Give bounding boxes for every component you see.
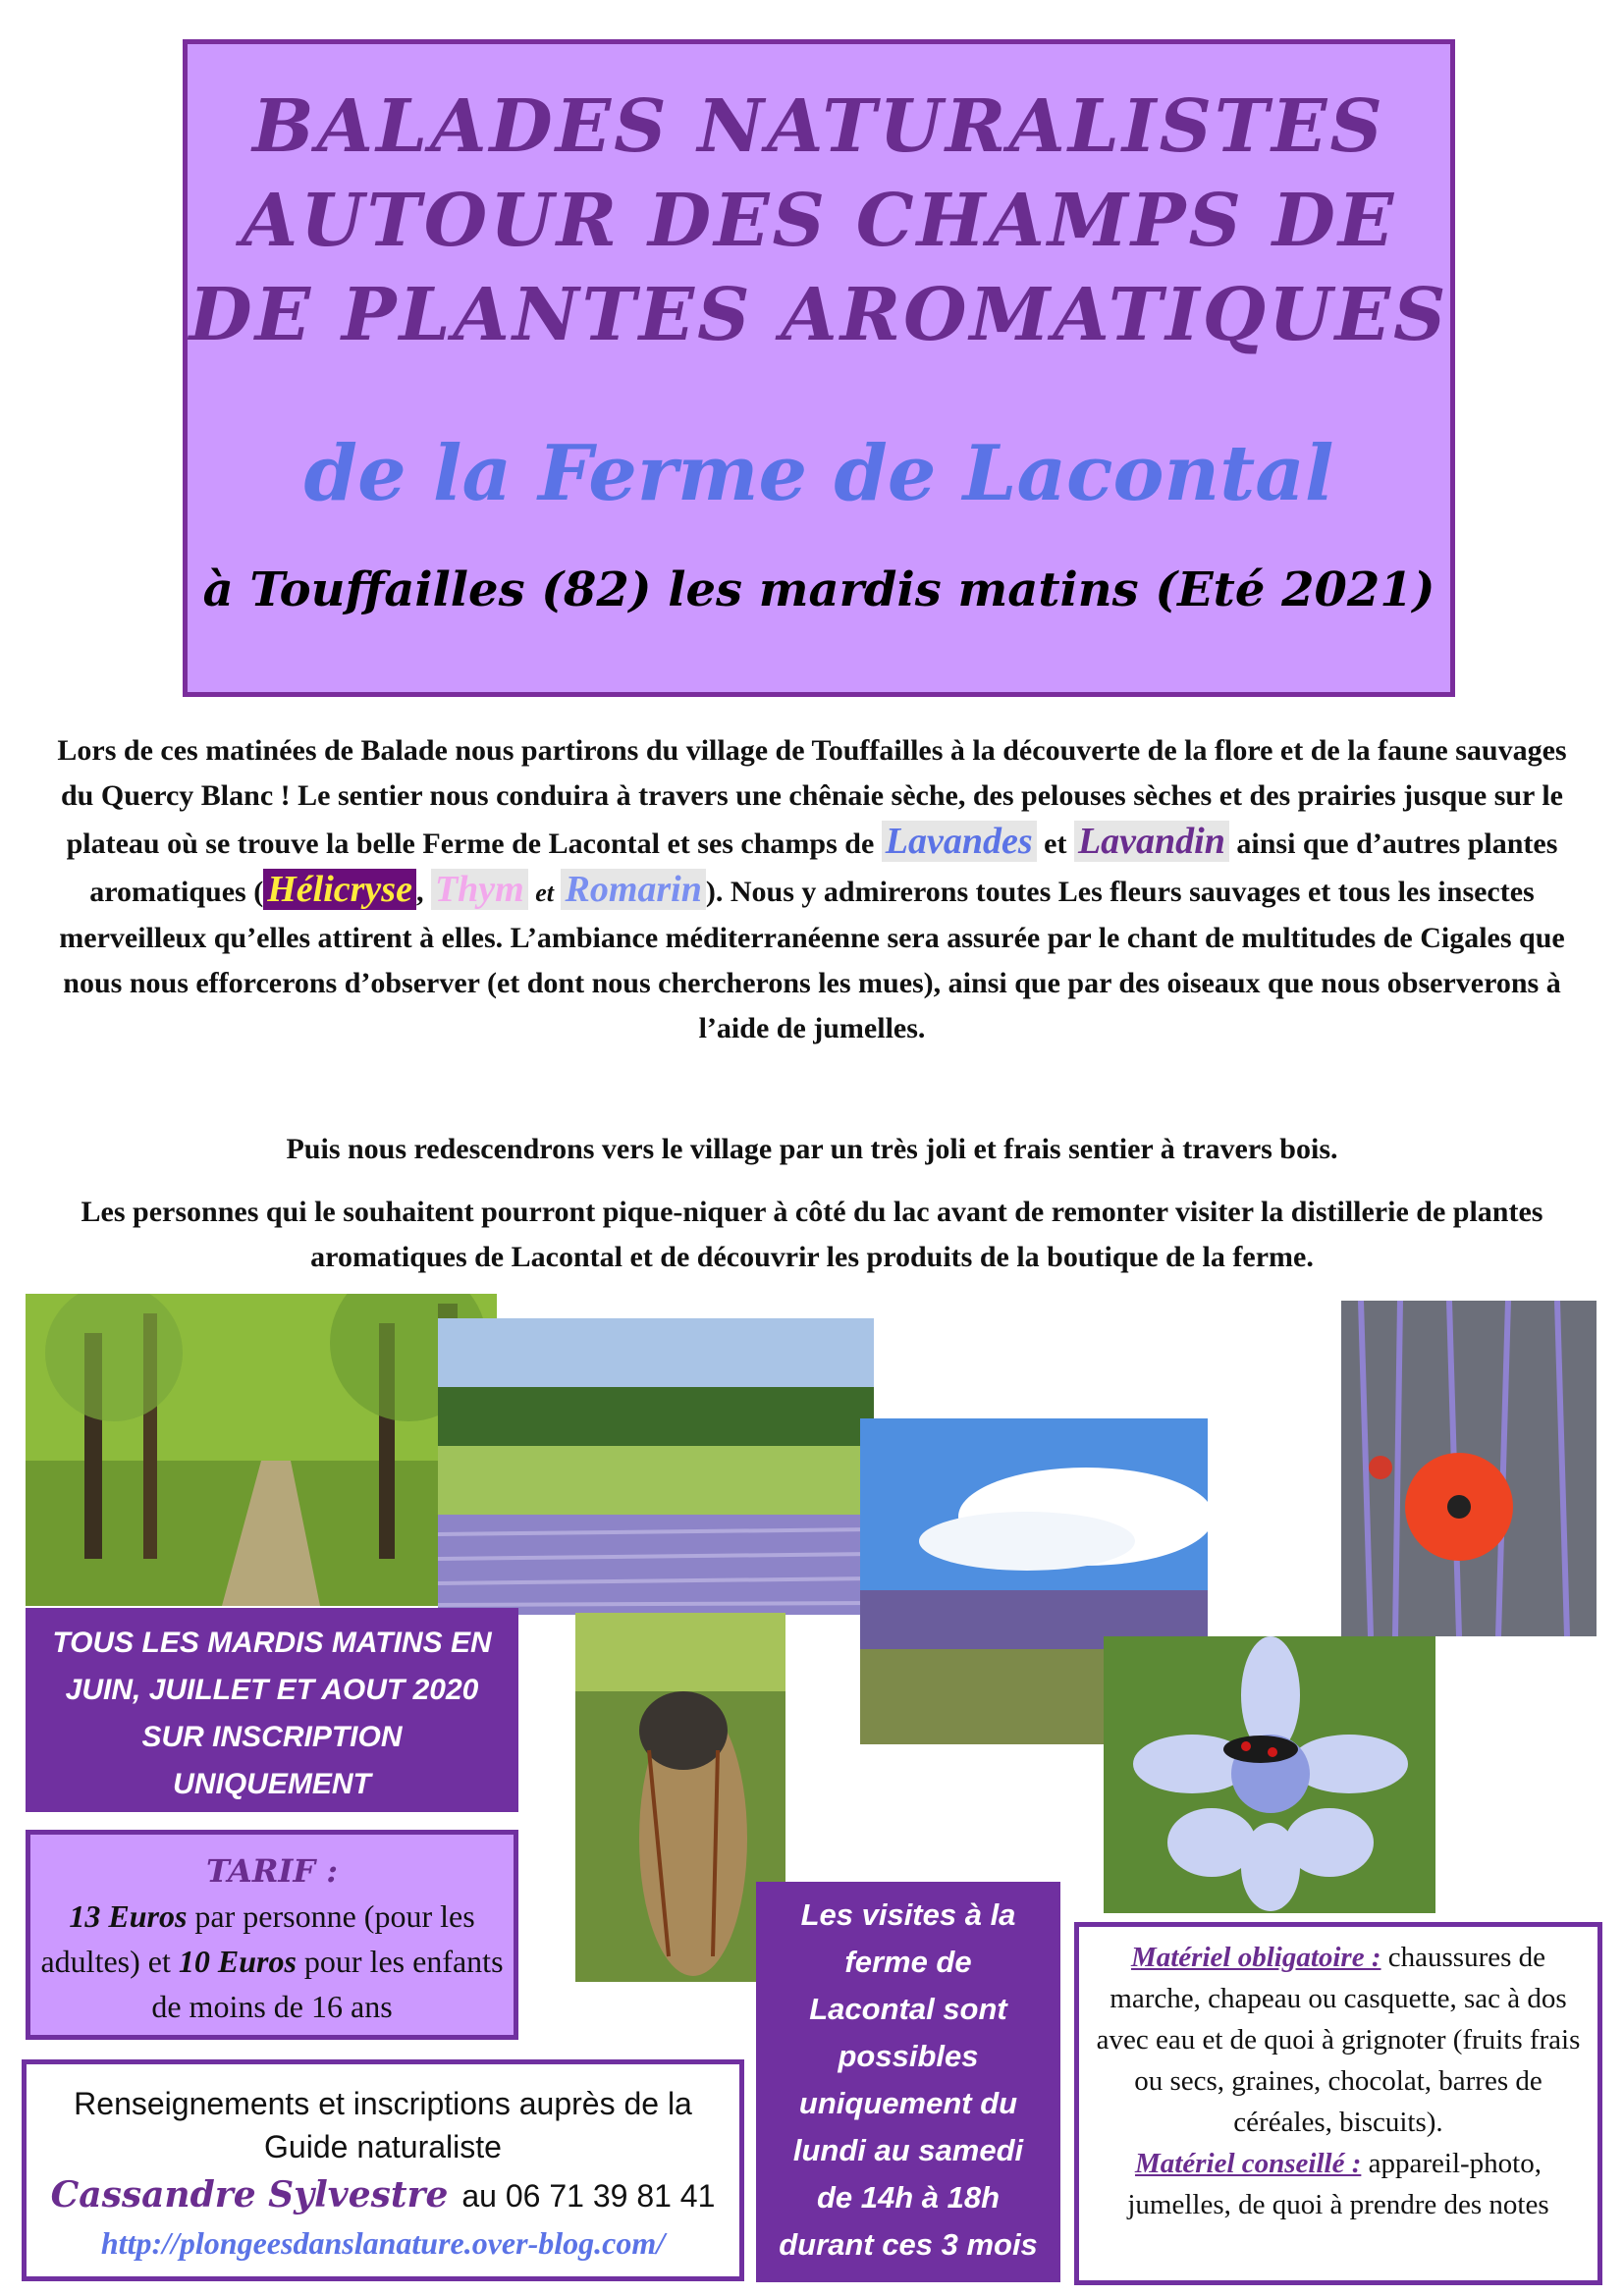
tarif-label: TARIF : [205,1852,339,1890]
title [188,80,1450,362]
contact-box [22,2059,744,2281]
contact-name-row [27,2174,739,2217]
intro-comma: , [415,876,424,908]
required-equipment-text: chaussures de marche, chapeau ou casquette, sac à dos avec eau et de quoi à grignoter (fruits frais ou secs, graines, chocolat, barres de céréales, biscuits). [1096,1942,1581,2138]
plant-lavandin: Lavandin [1074,821,1229,862]
schedule-box [26,1608,518,1812]
visits-line: uniquement du [798,2086,1018,2120]
visits-line: durant ces 3 mois [779,2227,1038,2262]
plant-lavandes: Lavandes [882,821,1037,862]
contact-line-2: Guide naturaliste [264,2129,502,2164]
cicada-photo [575,1613,785,1982]
title-line-1: BALADES NATURALISTES [252,84,1385,169]
picnic-paragraph: Les personnes qui le souhaitent pourront pique-niquer à côté du lac avant de remonter visiter la distillerie de plantes aromatiques de Lacontal et de découvrir les produits de la boutique de la ferme. [81,1196,1543,1273]
title-line-2: AUTOUR DES CHAMPS DE [241,179,1397,263]
visits-box [756,1882,1060,2282]
required-equipment-label: Matériel obligatoire : [1130,1942,1381,1973]
intro-text-c: ). Nous y admirerons toutes Les fleurs sauvages et tous les insectes merveilleux qu’elles attirent à elles. L’ambiance méditerranéenne sera assurée par le chant de multitudes de Cigales que nous nous efforcerons d’observer (et dont nous chercherons les mues), ainsi que par des oiseaux que nous observerons à l’aide de jumelles. [59,876,1565,1044]
schedule-line: SUR INSCRIPTION [141,1721,403,1753]
guide-phone: au 06 71 39 81 41 [461,2178,716,2214]
poppy-lavender-photo [1341,1301,1597,1636]
recommended-equipment-label: Matériel conseillé : [1135,2148,1362,2179]
lavender-field-photo [438,1318,874,1615]
intro-et: et [1044,828,1067,860]
visits-line: possibles [838,2039,979,2073]
plant-romarin: Romarin [561,869,705,910]
guide-name: Cassandre Sylvestre [50,2174,449,2216]
recommended-equipment-text: appareil-photo, jumelles, de quoi à prendre des notes [1127,2148,1549,2220]
equipment-box [1074,1922,1602,2285]
title-line-3: DE PLANTES AROMATIQUES [189,273,1449,357]
forest-path-photo [26,1294,497,1606]
child-price: 10 Euros [178,1944,297,1979]
intro-text-a: Lors de ces matinées de Balade nous partirons du village de Touffailles à la découverte de la flore et de la faune sauvages du Quercy Blanc ! Le sentier nous conduira à travers une chênaie sèche, des pelouses sèches et des prairies jusque sur le plateau où se trouve la belle Ferme de Lacontal et ses champs de [57,734,1567,860]
visits-line: lundi au samedi [792,2133,1024,2167]
subtitle: de la Ferme de Lacontal [303,429,1334,518]
plant-helicryse: Hélicryse [263,869,416,910]
schedule-line: TOUS LES MARDIS MATINS EN [52,1627,492,1659]
schedule-line: JUIN, JUILLET ET AOUT 2020 [65,1674,479,1706]
plant-thym: Thym [431,869,528,910]
descent-paragraph: Puis nous redescendrons vers le village par un très joli et frais sentier à travers bois. [286,1133,1338,1165]
intro-text-b: ainsi que d’autres plantes aromatiques ( [89,828,1558,908]
adult-price: 13 Euros [69,1898,188,1934]
intro-et-small: et [535,879,554,907]
visits-line: ferme de [844,1945,972,1979]
tarif-box [26,1830,518,2040]
header-box [183,39,1455,697]
dateline: à Touffailles (82) les mardis matins (Eté 2021) [202,562,1435,617]
visits-line: de 14h à 18h [816,2180,1001,2215]
cornflower-moth-photo [1104,1636,1435,1913]
visits-line: Les visites à la [800,1897,1016,1932]
schedule-line: UNIQUEMENT [173,1768,371,1800]
visits-line: Lacontal sont [809,1992,1007,2026]
tarif-text [30,1894,514,2029]
contact-line-1: Renseignements et inscriptions auprès de la [74,2086,692,2121]
guide-url-link[interactable]: http://plongeesdanslanature.over-blog.com/ [100,2225,666,2261]
adult-text: par personne (pour les adultes) et [40,1898,475,1979]
child-text: pour les enfants de moins de 16 ans [151,1944,504,2024]
intro-paragraph [49,728,1575,1051]
